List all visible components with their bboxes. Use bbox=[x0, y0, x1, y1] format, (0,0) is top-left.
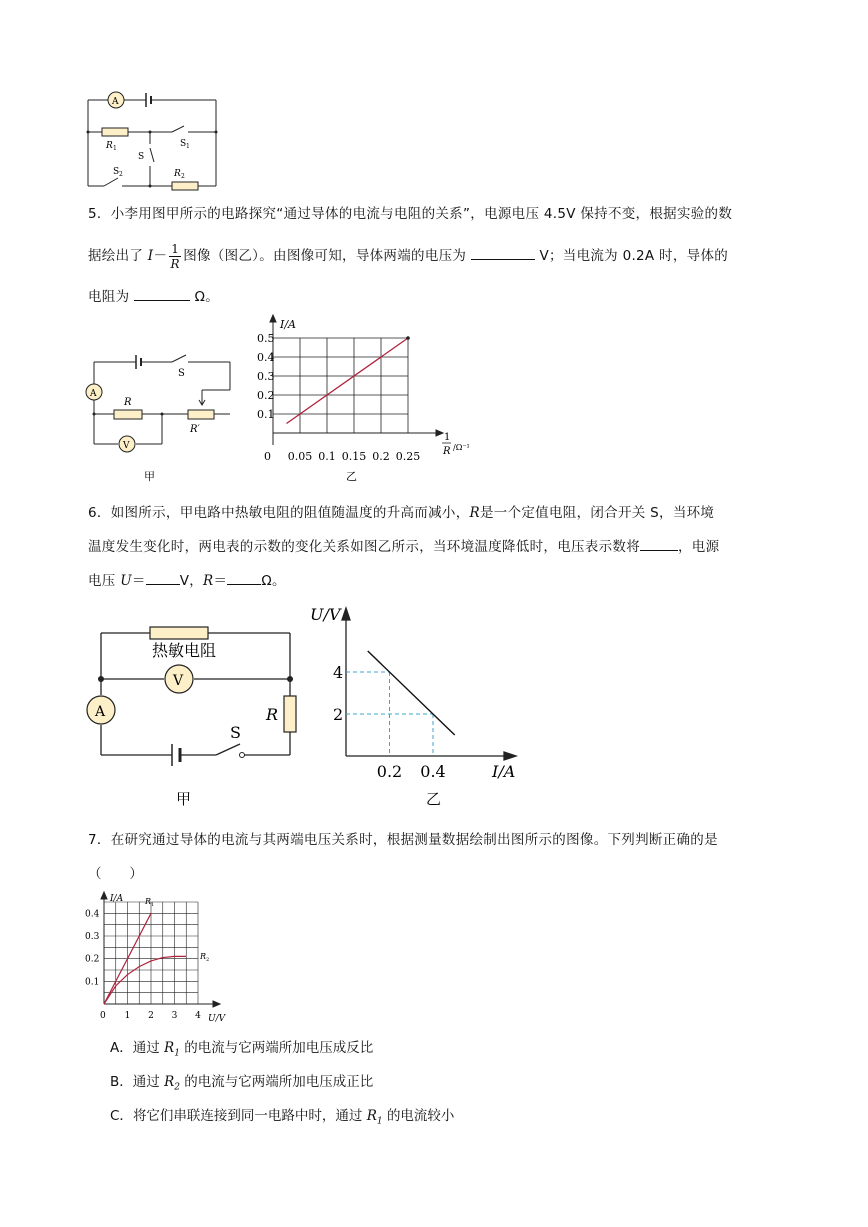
option-letter: B． bbox=[110, 1074, 133, 1090]
y-tick-label: 2 bbox=[333, 705, 344, 724]
q6-text-c: 温度发生变化时，两电表的示数的变化关系如图乙所示，当环境温度降低时，电压表示数将 bbox=[88, 539, 640, 555]
rheostat-label: R′ bbox=[190, 424, 200, 435]
data-line bbox=[287, 338, 409, 424]
r2-label: R bbox=[174, 169, 181, 179]
top-circuit-diagram bbox=[80, 86, 230, 192]
resistor-r bbox=[114, 410, 142, 419]
r1-sub: 1 bbox=[113, 145, 117, 152]
option-var: R bbox=[164, 1074, 175, 1090]
figure-caption-jia: 甲 bbox=[176, 790, 192, 808]
q6-blank-voltmeter[interactable] bbox=[640, 536, 678, 551]
q6-var-r2: R bbox=[203, 573, 214, 589]
x-tick-label: 3 bbox=[171, 1011, 178, 1021]
x-tick-label: 2 bbox=[148, 1011, 154, 1021]
s2-label: S bbox=[113, 167, 120, 177]
resistor-r2 bbox=[172, 182, 198, 190]
option-text-post: 的电流与它两端所加电压成正比 bbox=[184, 1074, 374, 1090]
y-tick-label: 0.2 bbox=[85, 954, 100, 965]
y-axis-label: I/A bbox=[280, 318, 296, 331]
option-text-post: 的电流与它两端所加电压成反比 bbox=[184, 1040, 374, 1056]
q6-var-u: U bbox=[120, 573, 132, 589]
y-axis-label: U/V bbox=[310, 605, 341, 624]
q5-fraction: $\frac{1}{R}$ bbox=[170, 241, 180, 271]
x-tick-label: 0.25 bbox=[395, 450, 421, 463]
y-axis-label: I/A bbox=[110, 894, 124, 904]
data-point bbox=[406, 336, 410, 340]
q6-text: 6．如图所示，甲电路中热敏电阻的阻值随温度的升高而减小， bbox=[88, 505, 470, 521]
q5-text-b: 图像（图乙）。由图像可知，导体两端的电压为 bbox=[183, 248, 467, 264]
ammeter-label: A bbox=[90, 389, 97, 399]
rheostat bbox=[188, 410, 214, 419]
switch-label: S bbox=[178, 368, 185, 379]
option-var: R bbox=[164, 1040, 175, 1056]
q6-unit-v: V， bbox=[179, 573, 204, 589]
y-tick-label: 0.1 bbox=[85, 977, 100, 988]
option-sub: 2 bbox=[174, 1082, 180, 1093]
q6-text-d: ，电源 bbox=[678, 539, 720, 555]
x-axis-label-den: R bbox=[443, 446, 451, 457]
q6-blank-resistance[interactable] bbox=[227, 570, 261, 585]
option-c[interactable] bbox=[110, 1104, 454, 1127]
resistor-r1 bbox=[102, 128, 128, 136]
x-axis-label: U/V bbox=[208, 1014, 226, 1024]
origin-label: 0 bbox=[264, 450, 271, 463]
y-tick-label: 0.4 bbox=[85, 909, 100, 920]
x-tick-label: 0.4 bbox=[420, 762, 446, 781]
option-text: 通过 bbox=[132, 1074, 160, 1090]
option-text: 通过 bbox=[132, 1040, 160, 1056]
figure-caption-yi: 乙 bbox=[426, 790, 442, 808]
q5-circuit-diagram bbox=[80, 350, 240, 490]
switch-label: S bbox=[230, 723, 241, 742]
r2-sub: 2 bbox=[181, 173, 185, 180]
r1-label: R bbox=[106, 141, 113, 151]
option-sub: 1 bbox=[174, 1048, 180, 1059]
figure-caption-yi: 乙 bbox=[346, 470, 357, 483]
s-label: S bbox=[138, 152, 145, 162]
q5-var-i: I bbox=[147, 248, 154, 264]
q6-eq: ＝ bbox=[131, 573, 146, 589]
x-tick-label: 0.1 bbox=[318, 450, 336, 463]
thermistor-label: 热敏电阻 bbox=[152, 641, 217, 660]
r-label: R bbox=[124, 397, 132, 408]
option-a[interactable] bbox=[110, 1036, 373, 1059]
q6-line2 bbox=[88, 529, 788, 565]
q6-text-e: 电压 bbox=[88, 573, 116, 589]
q5-text-d: 电阻为 bbox=[88, 289, 130, 305]
option-var: R bbox=[366, 1108, 377, 1124]
r1-series-label: R bbox=[145, 897, 152, 906]
q6-eq2: ＝ bbox=[213, 573, 228, 589]
q5-line3 bbox=[88, 279, 788, 315]
q5-text-e: Ω。 bbox=[194, 289, 220, 305]
x-axis-unit: /Ω⁻¹ bbox=[453, 443, 470, 452]
y-tick-label: 0.1 bbox=[257, 408, 275, 421]
y-tick-label: 0.2 bbox=[257, 389, 275, 402]
q6-graph bbox=[306, 600, 530, 810]
q6-line1 bbox=[88, 495, 788, 531]
x-axis-label: I/A bbox=[492, 762, 516, 781]
q5-blank-voltage[interactable] bbox=[471, 245, 535, 260]
x-tick-label: 0.15 bbox=[341, 450, 367, 463]
option-text-post: 的电流较小 bbox=[386, 1108, 455, 1124]
y-tick-label: 0.3 bbox=[257, 370, 275, 383]
r1-series-sub: 1 bbox=[151, 902, 155, 908]
option-sub: 1 bbox=[376, 1116, 383, 1127]
option-b[interactable] bbox=[110, 1070, 373, 1093]
option-text: 将它们串联连接到同一电路中时，通过 bbox=[132, 1108, 363, 1124]
q5-dash: － bbox=[153, 248, 168, 264]
s2-sub: 2 bbox=[119, 171, 123, 178]
q5-text: 据绘出了 bbox=[88, 248, 144, 264]
y-tick-label: 0.3 bbox=[85, 932, 100, 942]
s1-label: S bbox=[180, 139, 187, 149]
ammeter-label: A bbox=[112, 97, 119, 107]
q6-blank-voltage[interactable] bbox=[146, 570, 180, 585]
x-axis-label-num: 1 bbox=[444, 432, 451, 443]
option-letter: A． bbox=[110, 1040, 133, 1056]
y-tick-label: 0.5 bbox=[257, 332, 275, 345]
q6-text-b: 是一个定值电阻，闭合开关 S，当环境 bbox=[479, 505, 715, 521]
y-tick-label: 4 bbox=[333, 663, 344, 682]
data-line bbox=[368, 651, 455, 735]
origin-label: 0 bbox=[100, 1011, 106, 1021]
q6-unit-ohm: Ω。 bbox=[261, 573, 286, 589]
thermistor bbox=[150, 627, 208, 639]
x-tick-label: 1 bbox=[124, 1011, 131, 1021]
q5-blank-resistance[interactable] bbox=[134, 286, 190, 301]
q6-line3 bbox=[88, 563, 788, 599]
q5-text-c: V；当电流为 0.2A 时，导体的 bbox=[539, 248, 729, 264]
r2-series-label: R bbox=[200, 952, 207, 961]
voltmeter-label: V bbox=[123, 441, 130, 451]
q6-circuit-diagram bbox=[84, 620, 304, 814]
figure-caption-jia: 甲 bbox=[144, 470, 155, 483]
s1-sub: 1 bbox=[186, 143, 190, 150]
voltmeter-label: V bbox=[173, 673, 184, 689]
r2-series-sub: 2 bbox=[206, 957, 210, 963]
q7-line1: 7．在研究通过导体的电流与其两端电压关系时，根据测量数据绘制出图所示的图像。下列判断正确的是 bbox=[88, 832, 718, 848]
x-tick-label: 0.2 bbox=[376, 762, 403, 781]
ammeter-label: A bbox=[95, 704, 106, 720]
q5-line2 bbox=[88, 238, 788, 274]
q6-var-r: R bbox=[469, 505, 480, 521]
r-label: R bbox=[266, 705, 279, 724]
q5-graph bbox=[254, 312, 484, 488]
resistor-r bbox=[284, 696, 296, 732]
q7-paren: （ ） bbox=[88, 866, 144, 882]
x-tick-label: 4 bbox=[195, 1011, 201, 1021]
q5-line1: 5．小李用图甲所示的电路探究“通过导体的电流与电阻的关系”，电源电压 4.5V 保持不变，根据实验的数 bbox=[88, 206, 733, 222]
option-letter: C． bbox=[110, 1108, 133, 1124]
q7-graph bbox=[78, 890, 228, 1024]
y-tick-label: 0.4 bbox=[257, 351, 275, 364]
x-tick-label: 0.2 bbox=[372, 450, 390, 463]
x-tick-label: 0.05 bbox=[287, 450, 313, 463]
